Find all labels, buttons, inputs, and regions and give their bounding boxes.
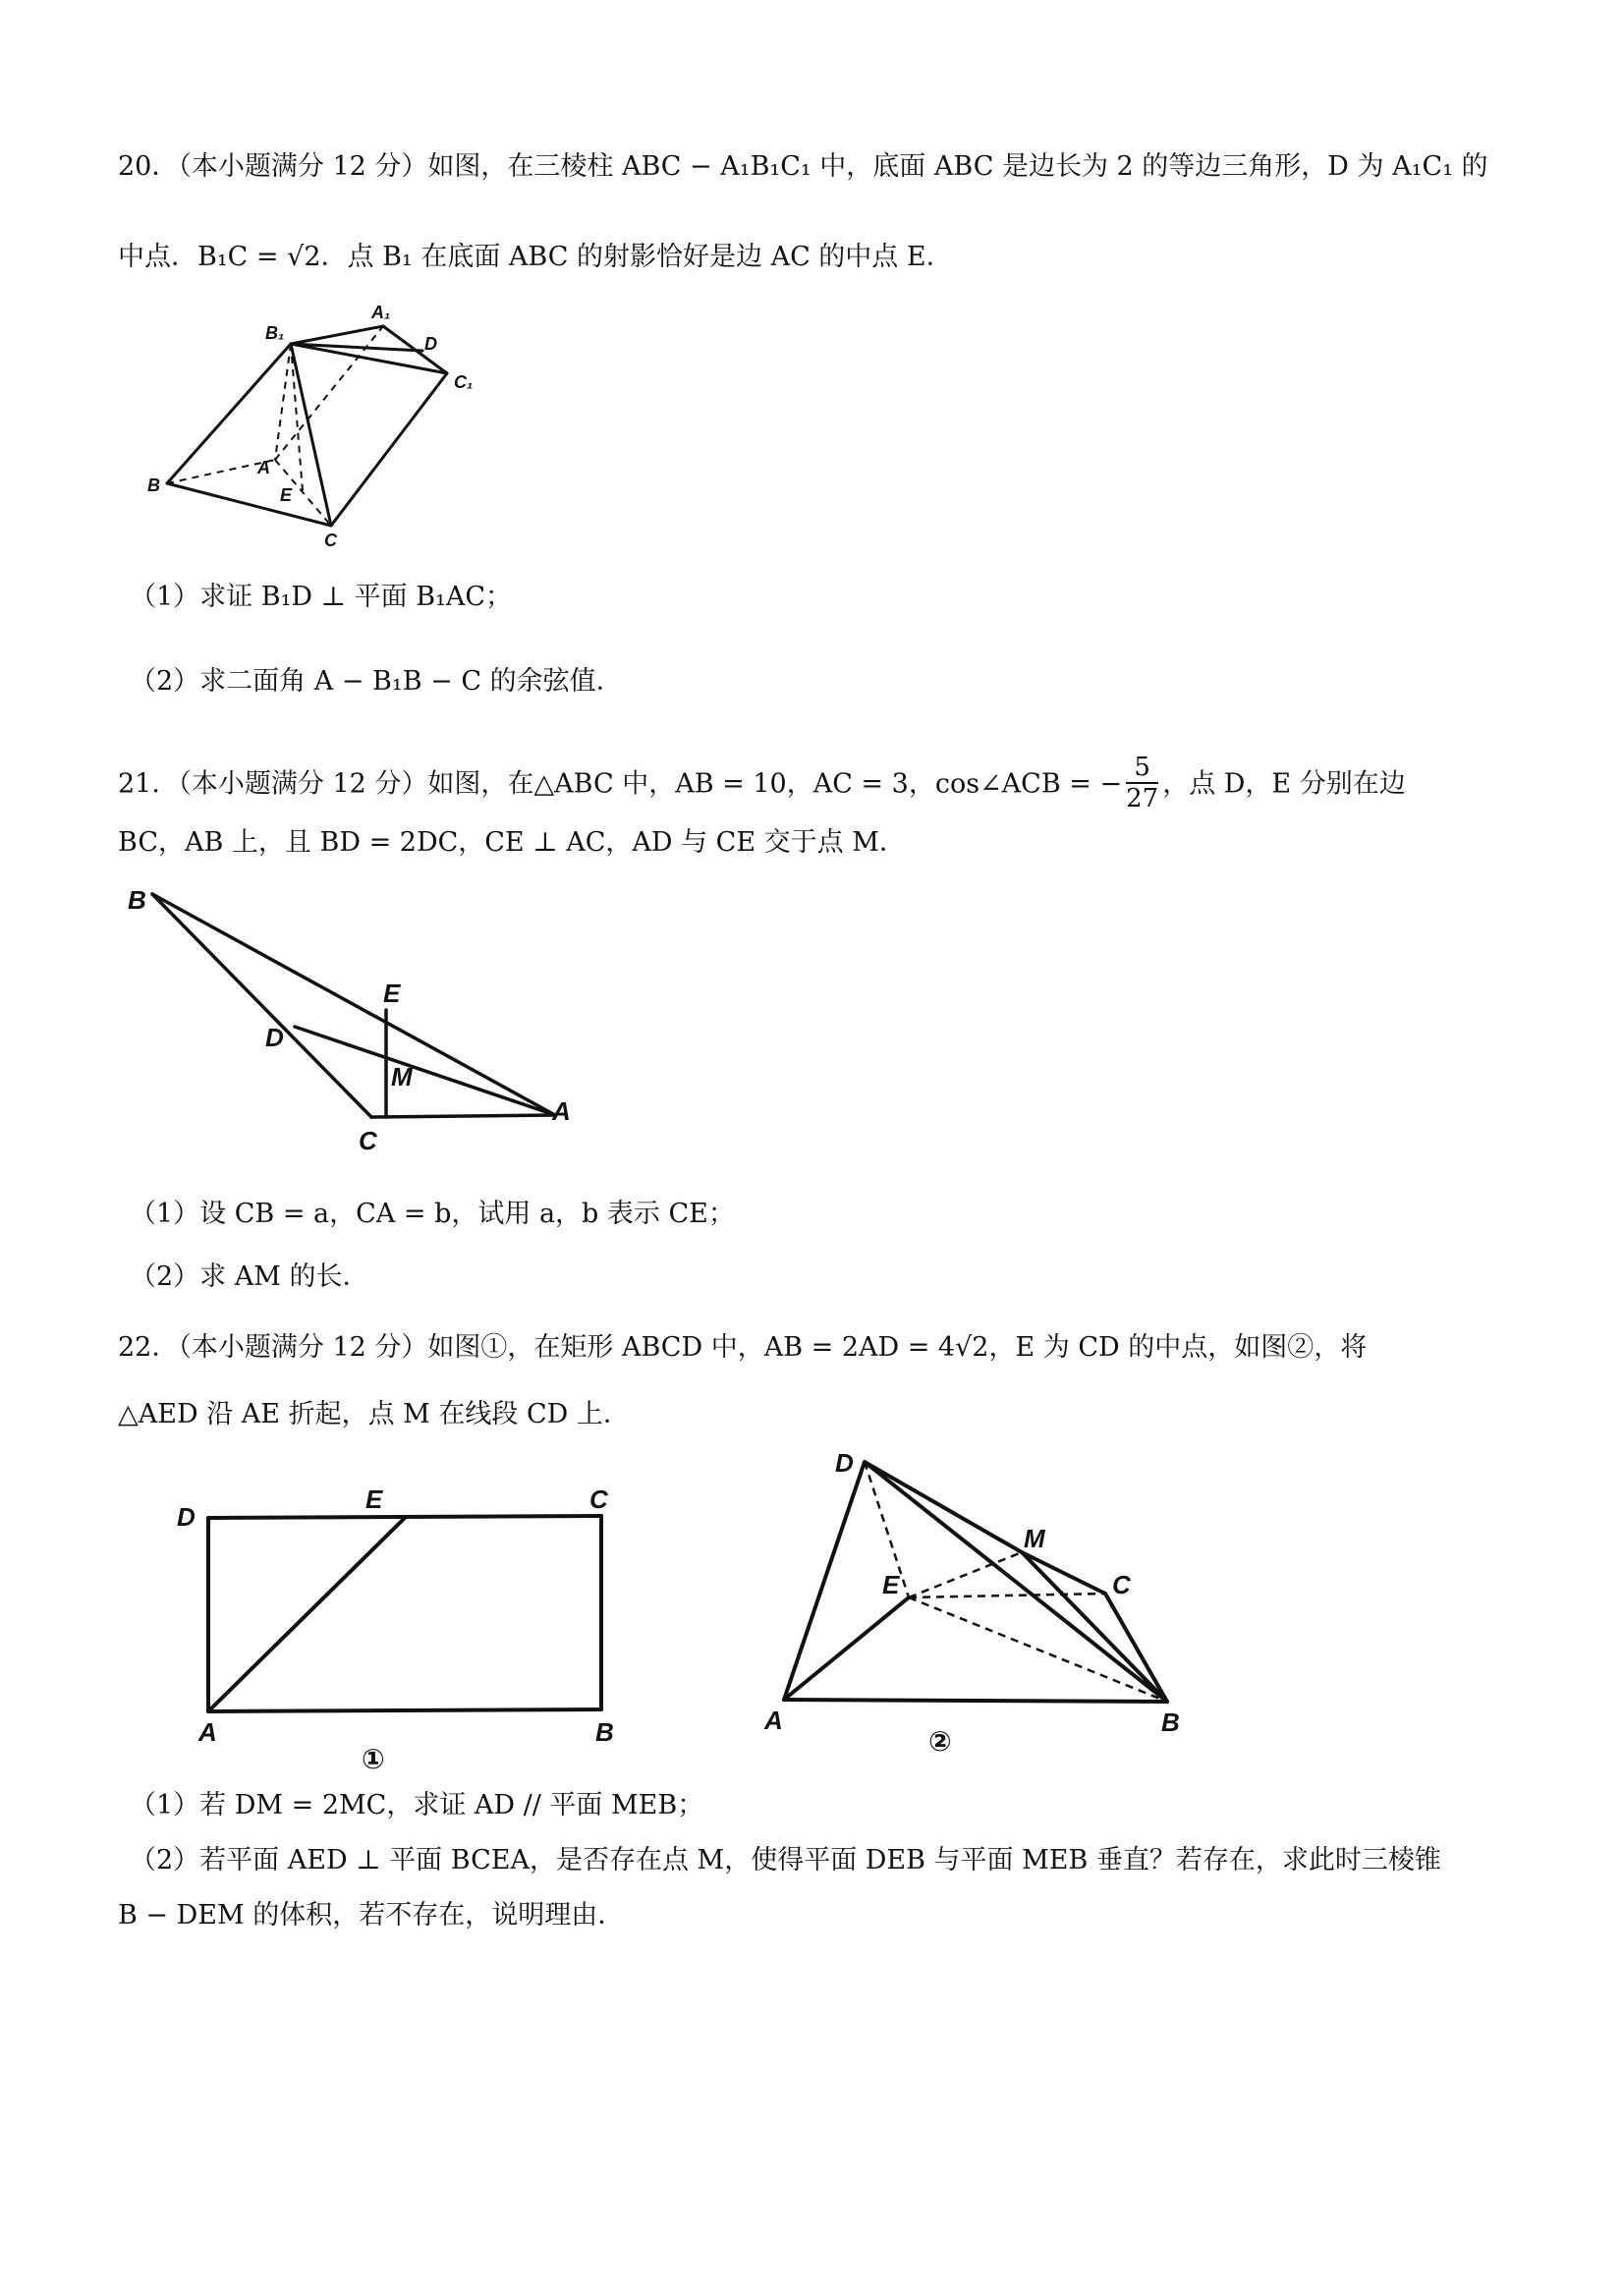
q20-line1: 20．（本小题满分 12 分）如图，在三棱柱 ABC − A₁B₁C₁ 中，底面 ABC 是边长为 2 的等边三角形，D 为 A₁C₁ 的 — [118, 151, 1488, 182]
q21-fraction — [1126, 753, 1158, 813]
q22f1-label-d: D — [177, 1502, 196, 1532]
q22f1-label-a: A — [198, 1717, 217, 1747]
q21-label-a: A — [552, 1096, 571, 1126]
q21-line1-tail: ，点 D，E 分别在边 — [1162, 768, 1406, 800]
q22f2-label-c: C — [1112, 1570, 1131, 1599]
q21-part1: （1）设 CB = a，CA = b，试用 a，b 表示 CE； — [130, 1199, 735, 1229]
q20-part1: （1）求证 B₁D ⊥ 平面 B₁AC； — [130, 582, 513, 612]
q21-part2: （2）求 AM 的长． — [130, 1261, 369, 1292]
q21-line1-text: 21．（本小题满分 12 分）如图，在△ABC 中，AB = 10，AC = 3，cos∠ACB = − — [118, 768, 1123, 800]
q22f1-label-b: B — [595, 1717, 614, 1747]
q20-label-b: B — [147, 476, 160, 495]
q22-figure-1 — [177, 1464, 629, 1778]
q21-label-b: B — [128, 885, 146, 915]
q22f2-label-b: B — [1161, 1708, 1180, 1737]
q20-label-b1: B₁ — [265, 323, 285, 343]
q21-line2: BC，AB 上，且 BD = 2DC，CE ⊥ AC，AD 与 CE 交于点 M． — [118, 827, 906, 858]
q20-label-a1: A₁ — [371, 303, 391, 322]
q20-label-a: A — [257, 458, 270, 477]
q21-label-m: M — [391, 1062, 413, 1092]
q22-part1: （1）若 DM = 2MC，求证 AD // 平面 MEB； — [130, 1790, 704, 1820]
q20-line2: 中点．B₁C = √2．点 B₁ 在底面 ABC 的射影恰好是边 AC 的中点 E． — [118, 242, 953, 272]
q22f2-label-d: D — [835, 1448, 854, 1478]
q21-frac-num: 5 — [1126, 753, 1158, 784]
q21-label-d: D — [265, 1023, 284, 1052]
q20-label-e: E — [280, 485, 293, 505]
q22f2-label-m: M — [1024, 1524, 1045, 1553]
q20-label-c1: C₁ — [454, 372, 474, 392]
q22f2-label-a: A — [764, 1706, 783, 1735]
q20-part2: （2）求二面角 A − B₁B − C 的余弦值． — [130, 666, 623, 697]
q22f2-label-e: E — [882, 1570, 900, 1599]
q22f2-label-num: ② — [928, 1726, 952, 1757]
q22f1-label-c: C — [589, 1484, 608, 1514]
q22-part2: （2）若平面 AED ⊥ 平面 BCEA，是否存在点 M，使得平面 DEB 与平面 MEB 垂直？若存在，求此时三棱锥 — [130, 1845, 1441, 1876]
q21-figure — [118, 874, 589, 1159]
q21-line1 — [118, 755, 1406, 815]
q20-figure — [147, 295, 501, 550]
q20-label-c: C — [324, 531, 337, 550]
q22f1-label-num: ① — [362, 1744, 385, 1774]
q21-frac-den: 27 — [1126, 784, 1159, 813]
q21-label-c: C — [359, 1126, 377, 1155]
q21-label-e: E — [383, 979, 401, 1008]
q22-line1: 22．（本小题满分 12 分）如图①，在矩形 ABCD 中，AB = 2AD = 4√2，E 为 CD 的中点，如图②，将 — [118, 1332, 1368, 1363]
q20-label-d: D — [424, 334, 437, 354]
q22f1-label-e: E — [365, 1484, 383, 1514]
q22-line2: △AED 沿 AE 折起，点 M 在线段 CD 上． — [118, 1399, 630, 1429]
q22-part2-cont: B − DEM 的体积，若不存在，说明理由． — [118, 1900, 625, 1931]
q22-figure-2 — [756, 1444, 1218, 1778]
